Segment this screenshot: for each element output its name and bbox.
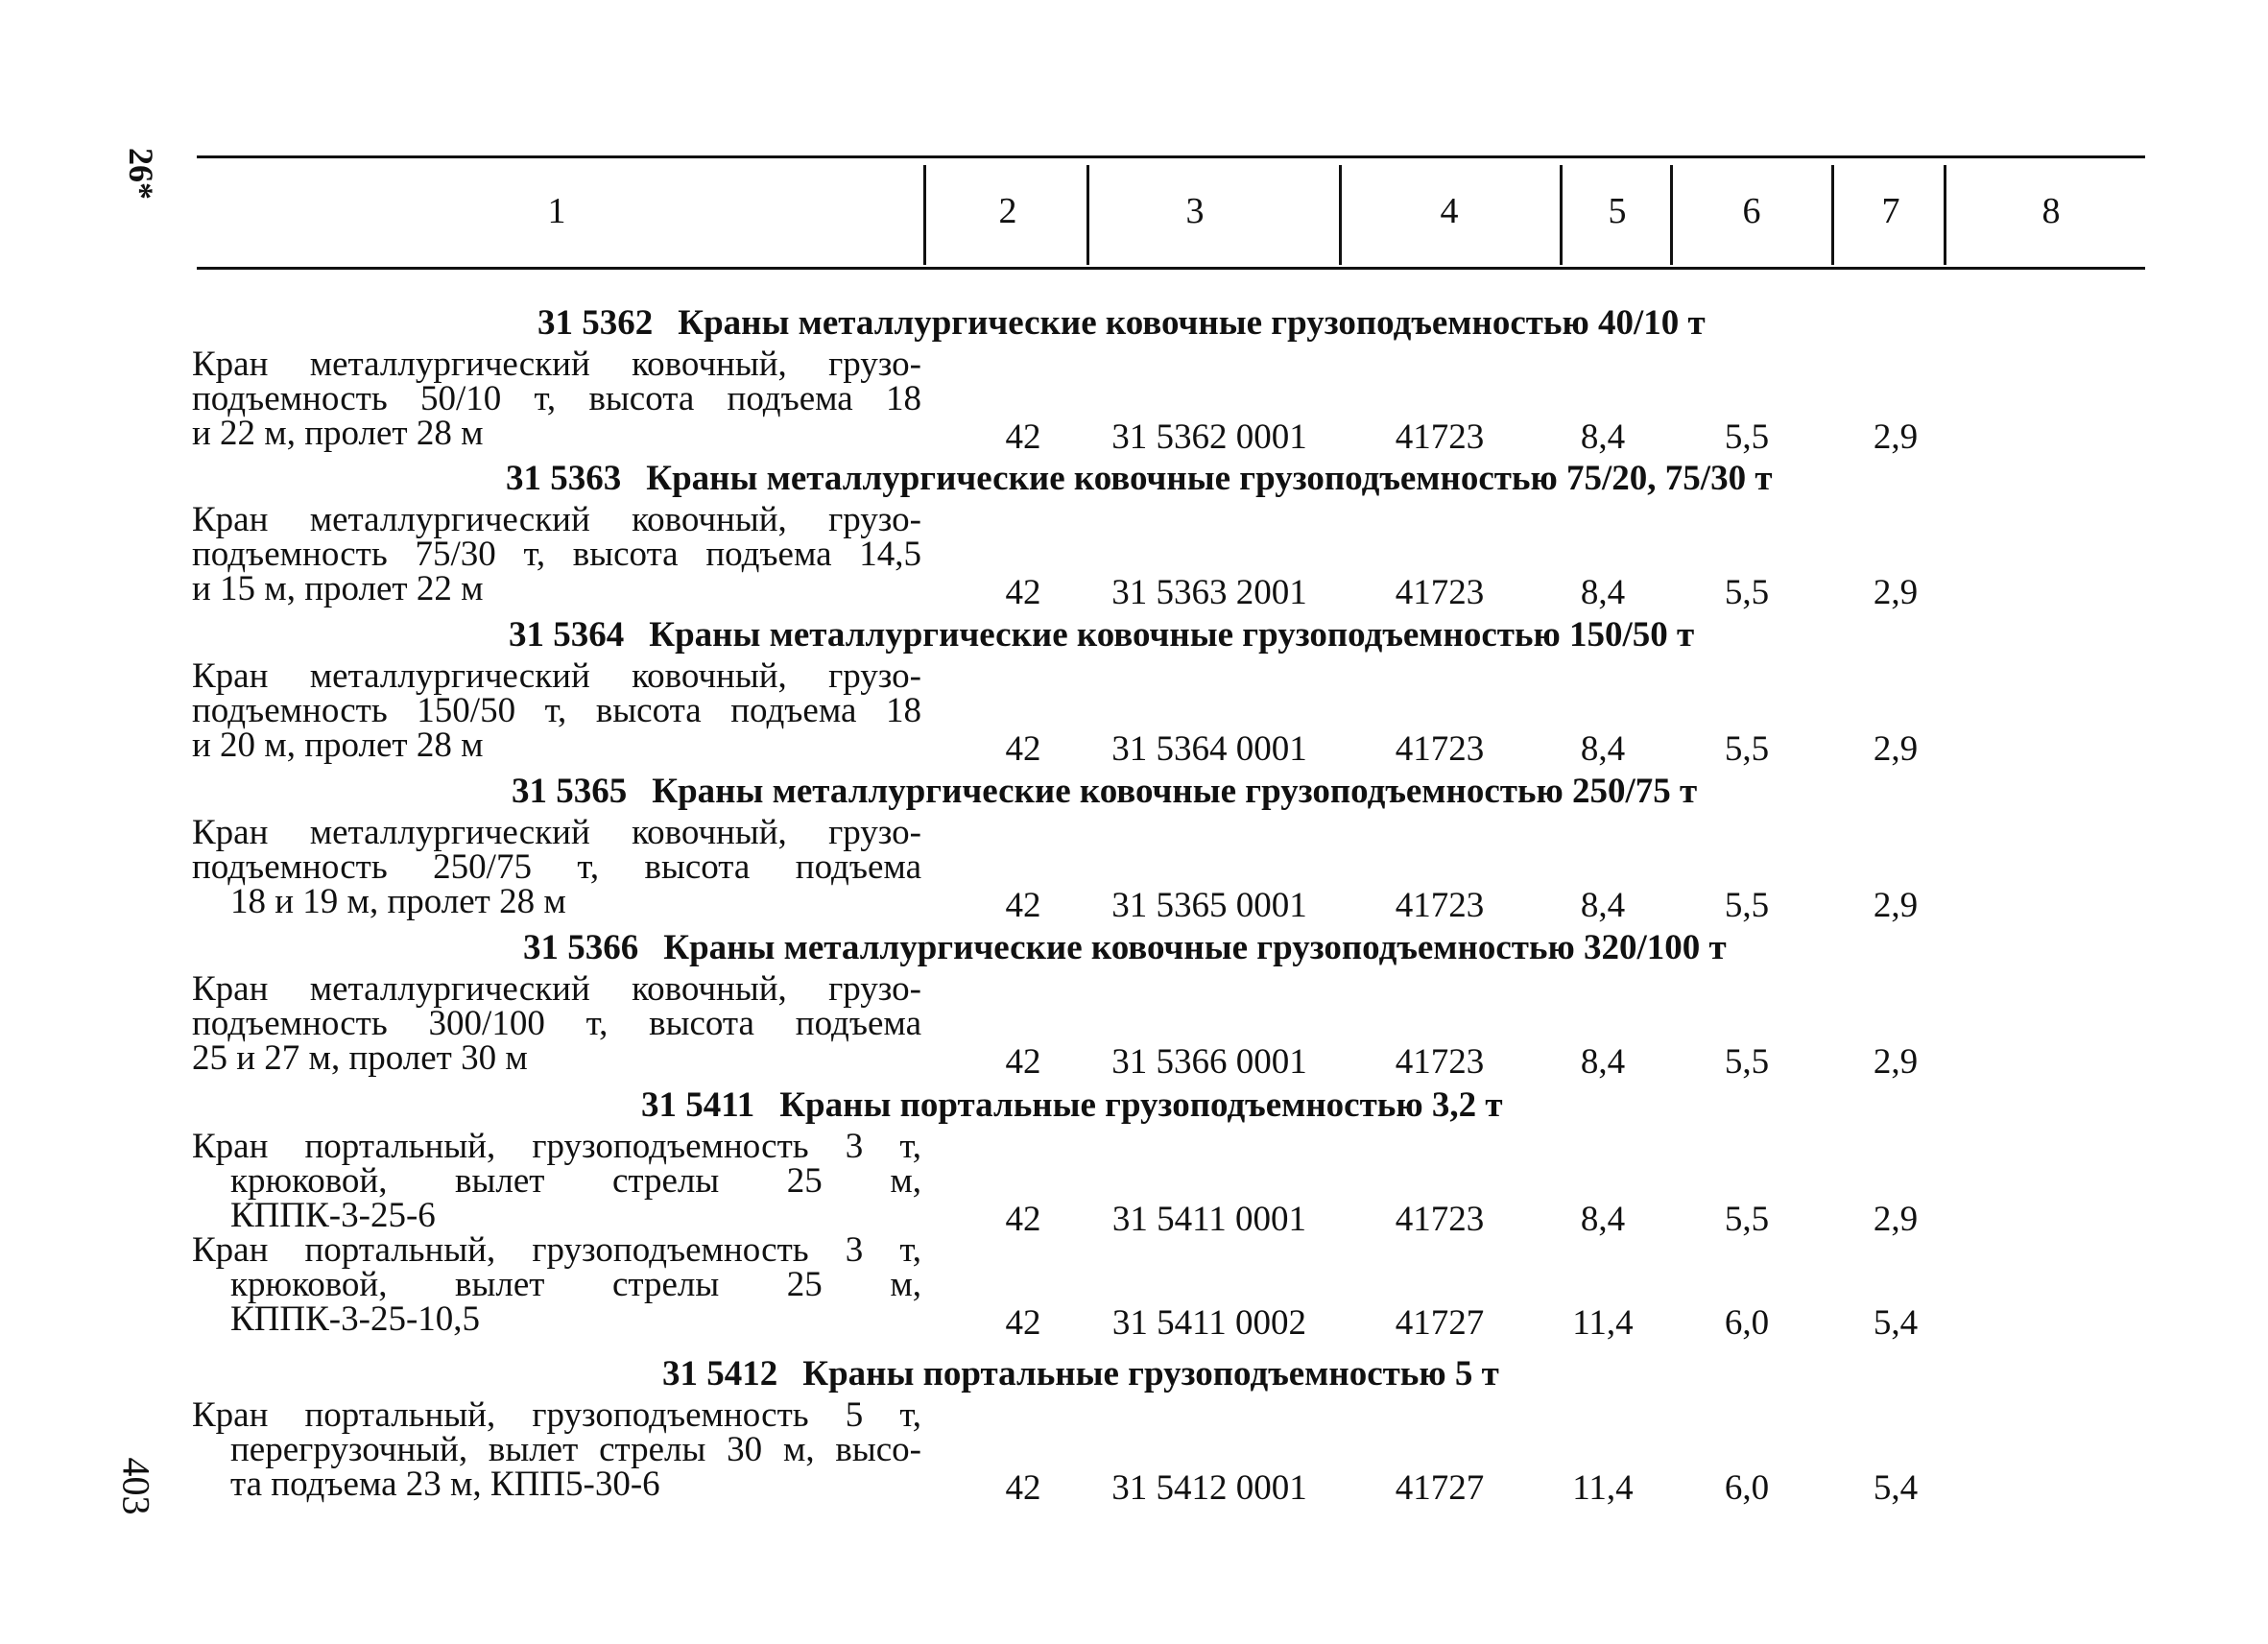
section-title: Краны металлургические ковочные грузоподъемностью 250/75 т <box>652 772 1698 811</box>
column-header-7: 7 <box>1881 191 1900 231</box>
table-cell-c2: 42 <box>1005 1468 1041 1508</box>
description-line: КППК-3-25-10,5 <box>230 1299 481 1339</box>
table-cell-c5: 11,4 <box>1572 1468 1634 1508</box>
column-header-2: 2 <box>998 191 1017 231</box>
table-cell-c5: 11,4 <box>1572 1303 1634 1343</box>
item-description <box>192 500 921 608</box>
table-cell-c4: 41723 <box>1395 1042 1485 1082</box>
item-description <box>192 656 921 765</box>
table-cell-c6: 6,0 <box>1724 1303 1770 1343</box>
description-line: Кран портальный, грузоподъемность 3 т, <box>192 1127 921 1166</box>
table-cell-c6: 5,5 <box>1724 1042 1770 1082</box>
header-separator <box>923 165 926 265</box>
table-cell-c3: 31 5363 2001 <box>1111 573 1307 612</box>
table-cell-c7: 2,9 <box>1873 1200 1919 1239</box>
table-cell-c4: 41727 <box>1395 1468 1485 1508</box>
section-code: 31 5411 <box>641 1085 755 1125</box>
table-cell-c4: 41723 <box>1395 886 1485 925</box>
description-line: Кран металлургический ковочный, грузо- <box>192 345 921 384</box>
section-title: Краны металлургические ковочные грузоподъемностью 75/20, 75/30 т <box>646 459 1773 498</box>
header-separator <box>1831 165 1834 265</box>
section-heading <box>641 1084 1503 1126</box>
header-separator <box>1339 165 1342 265</box>
table-cell-c4: 41723 <box>1395 729 1485 769</box>
description-line: подъемность 300/100 т, высота подъема <box>192 1004 921 1043</box>
column-header-4: 4 <box>1440 191 1459 231</box>
description-line: Кран металлургический ковочный, грузо- <box>192 656 921 696</box>
section-heading <box>506 458 1773 499</box>
table-cell-c6: 5,5 <box>1724 1200 1770 1239</box>
column-header-1: 1 <box>547 191 566 231</box>
table-cell-c7: 2,9 <box>1873 886 1919 925</box>
table-cell-c5: 8,4 <box>1580 1200 1626 1239</box>
section-code: 31 5365 <box>512 772 628 811</box>
table-cell-c3: 31 5365 0001 <box>1111 886 1307 925</box>
table-cell-c5: 8,4 <box>1580 1042 1626 1082</box>
table-cell-c2: 42 <box>1005 1303 1041 1343</box>
item-description <box>192 1395 921 1504</box>
column-header-3: 3 <box>1185 191 1205 231</box>
section-title: Краны портальные грузоподъемностью 5 т <box>802 1354 1499 1394</box>
column-header-5: 5 <box>1608 191 1627 231</box>
header-top-rule <box>197 155 2145 158</box>
table-cell-c3: 31 5411 0002 <box>1111 1303 1307 1343</box>
section-title: Краны металлургические ковочные грузоподъемностью 150/50 т <box>649 615 1695 655</box>
table-cell-c2: 42 <box>1005 886 1041 925</box>
table-cell-c5: 8,4 <box>1580 886 1626 925</box>
table-cell-c7: 2,9 <box>1873 729 1919 769</box>
table-cell-c4: 41723 <box>1395 573 1485 612</box>
section-heading <box>509 614 1694 655</box>
table-cell-c5: 8,4 <box>1580 417 1626 457</box>
header-separator <box>1086 165 1089 265</box>
description-line: и 15 м, пролет 22 м <box>192 569 484 608</box>
description-line: КППК-3-25-6 <box>230 1196 436 1235</box>
table-cell-c6: 5,5 <box>1724 417 1770 457</box>
item-description <box>192 1230 921 1339</box>
section-title: Краны металлургические ковочные грузоподъемностью 40/10 т <box>678 303 1706 343</box>
item-description <box>192 1127 921 1235</box>
table-cell-c7: 2,9 <box>1873 573 1919 612</box>
margin-mark-top: 26* <box>122 148 160 200</box>
section-heading <box>662 1353 1499 1394</box>
section-heading <box>512 771 1697 812</box>
description-line: подъемность 150/50 т, высота подъема 18 <box>192 691 921 730</box>
description-line: крюковой, вылет стрелы 25 м, <box>230 1265 921 1304</box>
section-code: 31 5412 <box>662 1354 778 1394</box>
description-line: Кран портальный, грузоподъемность 5 т, <box>192 1395 921 1435</box>
description-line: Кран портальный, грузоподъемность 3 т, <box>192 1230 921 1270</box>
table-cell-c4: 41723 <box>1395 1200 1485 1239</box>
table-cell-c3: 31 5364 0001 <box>1111 729 1307 769</box>
table-cell-c4: 41723 <box>1395 417 1485 457</box>
table-cell-c3: 31 5366 0001 <box>1111 1042 1307 1082</box>
table-cell-c6: 5,5 <box>1724 729 1770 769</box>
description-line: Кран металлургический ковочный, грузо- <box>192 500 921 539</box>
description-line: подъемность 50/10 т, высота подъема 18 <box>192 379 921 418</box>
description-line: и 20 м, пролет 28 м <box>192 726 484 765</box>
description-line: Кран металлургический ковочный, грузо- <box>192 813 921 852</box>
description-line: Кран металлургический ковочный, грузо- <box>192 969 921 1009</box>
table-cell-c3: 31 5411 0001 <box>1111 1200 1307 1239</box>
table-cell-c7: 5,4 <box>1873 1303 1919 1343</box>
table-cell-c2: 42 <box>1005 729 1041 769</box>
section-code: 31 5366 <box>523 928 639 967</box>
table-cell-c3: 31 5362 0001 <box>1111 417 1307 457</box>
description-line: 25 и 27 м, пролет 30 м <box>192 1038 528 1078</box>
description-line: перегрузочный, вылет стрелы 30 м, высо- <box>230 1430 921 1469</box>
item-description <box>192 969 921 1078</box>
table-cell-c6: 5,5 <box>1724 573 1770 612</box>
table-cell-c7: 2,9 <box>1873 1042 1919 1082</box>
table-cell-c7: 5,4 <box>1873 1468 1919 1508</box>
column-header-6: 6 <box>1742 191 1761 231</box>
section-code: 31 5364 <box>509 615 625 655</box>
header-separator <box>1670 165 1673 265</box>
table-cell-c7: 2,9 <box>1873 417 1919 457</box>
table-cell-c5: 8,4 <box>1580 729 1626 769</box>
description-line: крюковой, вылет стрелы 25 м, <box>230 1161 921 1201</box>
table-cell-c2: 42 <box>1005 417 1041 457</box>
table-cell-c6: 5,5 <box>1724 886 1770 925</box>
description-line: та подъема 23 м, КПП5-30-6 <box>230 1465 660 1504</box>
table-cell-c2: 42 <box>1005 573 1041 612</box>
table-cell-c4: 41727 <box>1395 1303 1485 1343</box>
description-line: подъемность 75/30 т, высота подъема 14,5 <box>192 535 921 574</box>
table-cell-c2: 42 <box>1005 1042 1041 1082</box>
table-cell-c2: 42 <box>1005 1200 1041 1239</box>
description-line: подъемность 250/75 т, высота подъема <box>192 847 921 887</box>
section-code: 31 5362 <box>537 303 654 343</box>
header-separator <box>1944 165 1946 265</box>
section-code: 31 5363 <box>506 459 622 498</box>
header-bottom-rule <box>197 267 2145 270</box>
item-description <box>192 347 921 451</box>
section-heading <box>537 302 1706 344</box>
table-cell-c6: 6,0 <box>1724 1468 1770 1508</box>
page-number: 403 <box>114 1457 158 1515</box>
section-heading <box>523 927 1727 968</box>
section-title: Краны портальные грузоподъемностью 3,2 т <box>779 1085 1503 1125</box>
section-title: Краны металлургические ковочные грузоподъемностью 320/100 т <box>663 928 1727 967</box>
table-cell-c3: 31 5412 0001 <box>1111 1468 1307 1508</box>
column-header-8: 8 <box>2041 191 2061 231</box>
description-line: и 22 м, пролет 28 м <box>192 414 484 453</box>
description-line: 18 и 19 м, пролет 28 м <box>230 882 566 921</box>
header-separator <box>1560 165 1563 265</box>
item-description <box>192 813 921 921</box>
table-cell-c5: 8,4 <box>1580 573 1626 612</box>
